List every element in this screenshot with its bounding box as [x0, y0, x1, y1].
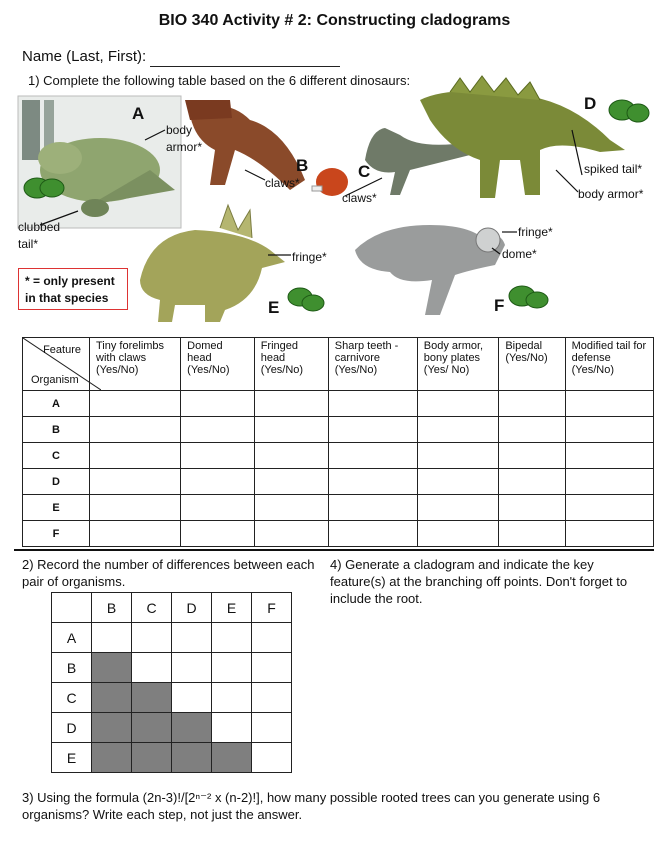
answer-cell[interactable]: [254, 391, 328, 417]
answer-cell[interactable]: [181, 521, 255, 547]
answer-cell[interactable]: [565, 495, 653, 521]
answer-cell[interactable]: [499, 443, 565, 469]
callout-claws-b: claws*: [265, 176, 300, 190]
diff-cell[interactable]: [92, 623, 132, 653]
table-row: [23, 417, 654, 443]
diff-col-header: D: [172, 593, 212, 623]
diff-row-header: D: [52, 713, 92, 743]
shaded-cell: [172, 743, 212, 773]
answer-cell[interactable]: [328, 469, 417, 495]
table-row: [52, 683, 292, 713]
answer-cell[interactable]: [417, 469, 499, 495]
question-1: 1) Complete the following table based on the 6 different dinosaurs:: [28, 73, 411, 88]
table-row: [52, 713, 292, 743]
diff-cell[interactable]: [212, 623, 252, 653]
answer-cell[interactable]: [417, 391, 499, 417]
header-body-armor: Body armor, bony plates (Yes/ No): [417, 338, 499, 391]
legend-note: * = only present in that species: [18, 268, 128, 310]
label-a: A: [132, 104, 145, 123]
table-row: [52, 653, 292, 683]
answer-cell[interactable]: [565, 417, 653, 443]
answer-cell[interactable]: [565, 469, 653, 495]
answer-cell[interactable]: [181, 417, 255, 443]
answer-cell[interactable]: [328, 417, 417, 443]
shaded-cell: [172, 713, 212, 743]
diff-cell[interactable]: [252, 623, 292, 653]
feature-table: [22, 337, 654, 547]
header-modified-tail: Modified tail for defense (Yes/No): [565, 338, 653, 391]
row-label: E: [23, 495, 90, 521]
header-fringed-head: Fringed head (Yes/No): [254, 338, 328, 391]
diff-row-header: E: [52, 743, 92, 773]
label-c: C: [358, 162, 371, 181]
shaded-cell: [92, 683, 132, 713]
callout-fringe-f: fringe*: [518, 225, 553, 239]
label-e: E: [268, 298, 280, 317]
shaded-cell: [132, 713, 172, 743]
diff-cell[interactable]: [132, 653, 172, 683]
label-f: F: [494, 296, 505, 315]
dinosaur-e-icon: [140, 230, 285, 322]
diff-cell[interactable]: [252, 653, 292, 683]
diff-cell[interactable]: [212, 653, 252, 683]
shaded-cell: [92, 713, 132, 743]
diff-cell[interactable]: [212, 683, 252, 713]
table-row: [52, 743, 292, 773]
header-sharp-teeth: Sharp teeth - carnivore (Yes/No): [328, 338, 417, 391]
question-3: 3) Using the formula (2n-3)!/[2ⁿ⁻² x (n-2)!], how many possible rooted trees can you generate using 6 organisms? Write each step, not just the answer.: [22, 790, 601, 822]
diff-cell[interactable]: [172, 623, 212, 653]
header-tiny-forelimbs: Tiny forelimbs with claws (Yes/No): [90, 338, 181, 391]
answer-cell[interactable]: [417, 417, 499, 443]
diff-col-header: F: [252, 593, 292, 623]
answer-cell[interactable]: [499, 391, 565, 417]
answer-cell[interactable]: [499, 469, 565, 495]
answer-cell[interactable]: [328, 391, 417, 417]
answer-cell[interactable]: [254, 521, 328, 547]
answer-cell[interactable]: [254, 469, 328, 495]
answer-cell[interactable]: [181, 495, 255, 521]
shaded-cell: [212, 743, 252, 773]
answer-cell[interactable]: [90, 521, 181, 547]
shaded-cell: [132, 683, 172, 713]
callout-spiked-tail: spiked tail*: [584, 162, 643, 176]
answer-cell[interactable]: [417, 443, 499, 469]
diff-cell[interactable]: [212, 713, 252, 743]
diff-col-header: E: [212, 593, 252, 623]
page-title: BIO 340 Activity # 2: Constructing cladograms: [158, 12, 511, 29]
name-label: Name (Last, First):: [22, 48, 147, 65]
shaded-cell: [132, 743, 172, 773]
shaded-cell: [92, 653, 132, 683]
label-b: B: [296, 156, 309, 175]
row-label: B: [23, 417, 90, 443]
answer-cell[interactable]: [181, 443, 255, 469]
diff-col-header: B: [92, 593, 132, 623]
corner-feature: Feature: [43, 344, 81, 356]
header-domed-head: Domed head (Yes/No): [181, 338, 255, 391]
callout-dome: dome*: [502, 247, 537, 261]
row-label: C: [23, 443, 90, 469]
answer-cell[interactable]: [499, 521, 565, 547]
diff-row-header: C: [52, 683, 92, 713]
question-4: 4) Generate a cladogram and indicate the key feature(s) at the branching off points. Don't forget to include the root.: [330, 557, 628, 606]
answer-cell[interactable]: [328, 495, 417, 521]
answer-cell[interactable]: [565, 443, 653, 469]
answer-cell[interactable]: [565, 521, 653, 547]
diff-col-header: C: [132, 593, 172, 623]
answer-cell[interactable]: [565, 391, 653, 417]
answer-cell[interactable]: [417, 521, 499, 547]
shaded-cell: [92, 743, 132, 773]
table-row: [23, 495, 654, 521]
answer-cell[interactable]: [254, 417, 328, 443]
table-row: [23, 469, 654, 495]
table-row: [23, 443, 654, 469]
answer-cell[interactable]: [499, 417, 565, 443]
diff-row-header: A: [52, 623, 92, 653]
section-divider: [14, 549, 654, 551]
table-row: [23, 391, 654, 417]
table-corner: [23, 338, 90, 391]
table-row: [52, 623, 292, 653]
diff-cell[interactable]: [132, 623, 172, 653]
label-d: D: [584, 94, 597, 113]
answer-cell[interactable]: [328, 443, 417, 469]
answer-cell[interactable]: [328, 521, 417, 547]
answer-cell[interactable]: [417, 495, 499, 521]
answer-cell[interactable]: [254, 443, 328, 469]
callout-body-armor-a: body armor*: [166, 123, 203, 154]
callout-clubbed-tail: clubbed tail*: [18, 220, 61, 251]
diff-corner: [52, 593, 92, 623]
row-label: D: [23, 469, 90, 495]
header-bipedal: Bipedal (Yes/No): [499, 338, 565, 391]
callout-claws-c: claws*: [342, 191, 377, 205]
diff-cell[interactable]: [252, 683, 292, 713]
callout-body-armor-d: body armor*: [578, 187, 644, 201]
answer-cell[interactable]: [90, 391, 181, 417]
diff-cell[interactable]: [172, 653, 212, 683]
answer-cell[interactable]: [90, 417, 181, 443]
answer-cell[interactable]: [90, 443, 181, 469]
diff-cell[interactable]: [252, 743, 292, 773]
diff-cell[interactable]: [252, 713, 292, 743]
corner-organism: Organism: [31, 374, 79, 386]
answer-cell[interactable]: [181, 469, 255, 495]
callout-fringe-e: fringe*: [292, 250, 327, 264]
question-2: 2) Record the number of differences between each pair of organisms.: [22, 557, 315, 589]
answer-cell[interactable]: [90, 495, 181, 521]
diff-row-header: B: [52, 653, 92, 683]
answer-cell[interactable]: [90, 469, 181, 495]
diff-cell[interactable]: [172, 683, 212, 713]
differences-table: [51, 592, 292, 773]
table-row: [23, 521, 654, 547]
answer-cell[interactable]: [254, 495, 328, 521]
row-label: F: [23, 521, 90, 547]
answer-cell[interactable]: [181, 391, 255, 417]
answer-cell[interactable]: [499, 495, 565, 521]
row-label: A: [23, 391, 90, 417]
